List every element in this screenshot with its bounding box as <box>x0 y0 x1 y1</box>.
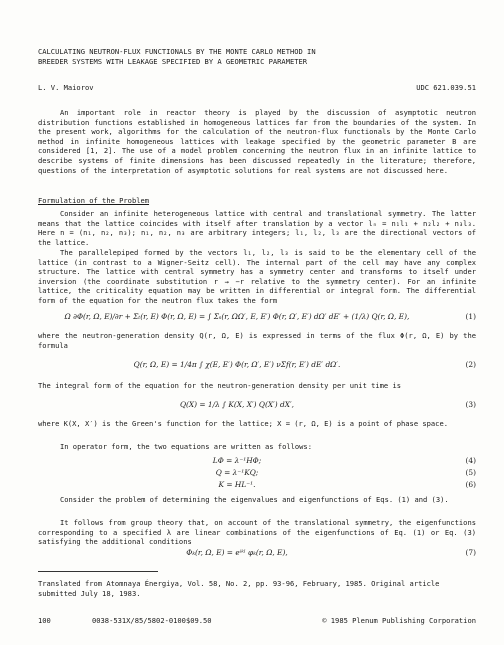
paragraph-group-text: It follows from group theory that, on account of the translational symmetry, the eigenfunctions corresponding to a specified λ are linear combinations of the eigenfunctions of Eq. (1) or Eq. (3) satisfying the additional conditions <box>38 518 476 547</box>
equation-5 <box>38 468 476 480</box>
equation-4-number: (4) <box>465 456 476 465</box>
equation-2 <box>38 360 476 372</box>
paragraph-2-text: The parallelepiped formed by the vectors l₁, l₂, l₃ is said to be the elementary cell of the lattice (in contrast to a Wigner-Seitz cell). The internal part of the cell may have any complex structure. The lattice with central symmetry has a symmetry center and transforms to itself under inversion (the coordinate substitution r → −r relative to the symmetry center). For an infinite lattice, the criticality equation may be written in differential or integral form. The differential form of the equation for the neutron flux takes the form <box>38 248 476 305</box>
paragraph-1-text: Consider an infinite heterogeneous lattice with central and translational symmetry. The latter means that the lattice coincides with itself after translation by a vector lₙ = n₁l₁ + n₂l₂ + n₃l₃. Here n = (n₁, n₂, n₃); n₁, n₂, n₃ are arbitrary integers; l₁, l₂, l₃ are the directional vectors of the lattice. <box>38 209 476 247</box>
equation-1-number: (1) <box>465 312 476 321</box>
paragraph-consider-text: Consider the problem of determining the eigenvalues and eigenfunctions of Eqs. (1) and (3). <box>60 495 449 504</box>
copyright-notice: © 1985 Plenum Publishing Corporation <box>322 616 476 625</box>
article-code: 0038-531X/85/5802-0100$09.50 <box>92 616 212 625</box>
equation-7-number: (7) <box>465 548 476 557</box>
title-line: BREEDER SYSTEMS WITH LEAKAGE SPECIFIED BY A GEOMETRIC PARAMETER <box>38 56 308 66</box>
paragraph-operator <box>38 442 476 452</box>
section-heading: Formulation of the Problem <box>38 196 150 205</box>
equation-6-formula: K = HL⁻¹. <box>218 480 256 489</box>
udc-code: UDC 621.039.51 <box>416 83 476 92</box>
equation-6 <box>38 480 476 492</box>
intro-text: An important role in reactor theory is played by the discussion of asymptotic neutron distribution functions established in homogeneous lattices far from the boundaries of the system. In the present work, algorithms for the calculation of the neutron-flux functionals by the Monte Carlo method in infinite homogeneous lattices with leakage specified by the geometric parameter B are considered [1, 2]. The use of a model problem concerning the neutron flux in an infinite lattice to describe systems of finite dimensions has been discussed repeatedly in the literature; therefore, questions of the interpretation of asymptotic solutions for real systems are not discussed here. <box>38 108 476 175</box>
equation-7-formula: Φₖ(r, Ω, E) = eⁱᵏˡ φₖ(r, Ω, E), <box>186 548 288 557</box>
page-number: 100 <box>38 616 51 625</box>
paragraph-integral-text: The integral form of the equation for the neutron-generation density per unit time is <box>38 381 402 390</box>
paragraph-after-eq3-text: where K(X, X′) is the Green's function for the lattice; X = (r, Ω, E) is a point of phase space. <box>38 419 448 428</box>
equation-1-formula: Ω ∂Φ(r, Ω, E)/∂r + Σₜ(r, E) Φ(r, Ω, E) = ∫ Σₛ(r, ΩΩ′, E, E′) Φ(r, Ω′, E′) dΩ′ dE′ + (1/λ) Q(r, Ω, E), <box>64 312 410 321</box>
author-row <box>38 83 476 93</box>
paragraph-after-eq1-text: where the neutron-generation density Q(r, Ω, E) is expressed in terms of the flux Φ(r, Ω, E) by the formula <box>38 331 476 350</box>
paragraph-operator-text: In operator form, the two equations are written as follows: <box>60 442 312 451</box>
equation-3 <box>38 400 476 412</box>
equation-3-number: (3) <box>465 400 476 409</box>
footnote-divider <box>38 571 158 572</box>
paragraph-2 <box>38 248 476 306</box>
intro-paragraph <box>38 108 476 175</box>
equation-2-number: (2) <box>465 360 476 369</box>
paragraph-after-eq3 <box>38 419 476 429</box>
equation-7 <box>38 548 476 560</box>
paragraph-integral <box>38 381 476 391</box>
equation-5-formula: Q = λ⁻¹KQ; <box>215 468 259 477</box>
paragraph-group <box>38 518 476 547</box>
author-name: L. V. Maiorov <box>38 83 94 92</box>
equation-3-formula: Q(X) = 1/λ ∫ K(X, X′) Q(X′) dX′, <box>179 400 295 409</box>
equation-4 <box>38 456 476 468</box>
footnote: Translated from Atomnaya Énergiya, Vol. 58, No. 2, pp. 93-96, February, 1985. Original article submitted July 18, 1983. <box>38 579 440 598</box>
paragraph-1 <box>38 209 476 247</box>
equation-4-formula: LΦ = λ⁻¹HΦ; <box>212 456 262 465</box>
equation-5-number: (5) <box>465 468 476 477</box>
equation-1 <box>38 312 476 324</box>
equation-6-number: (6) <box>465 480 476 489</box>
title-line: CALCULATING NEUTRON-FLUX FUNCTIONALS BY THE MONTE CARLO METHOD IN <box>38 47 316 56</box>
paper-title <box>38 47 478 66</box>
paragraph-consider <box>38 495 476 505</box>
paragraph-after-eq1 <box>38 331 476 350</box>
equation-2-formula: Q(r, Ω, E) = 1/4π ∫ χ(E, E′) Φ(r, Ω′, E′) νΣf(r, E′) dE′ dΩ′. <box>133 360 341 369</box>
